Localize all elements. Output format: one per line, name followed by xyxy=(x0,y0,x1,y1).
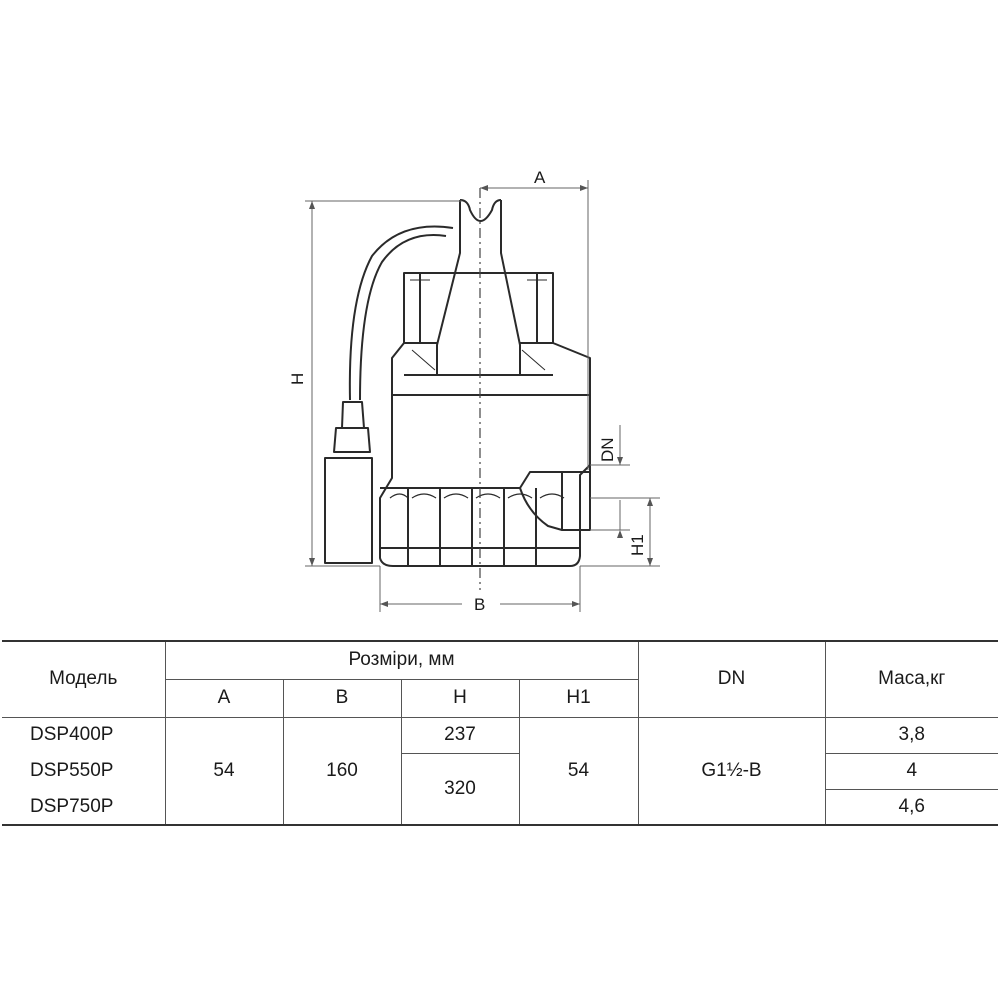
dimensions-header: Розміри, мм xyxy=(165,641,638,679)
h-value-cell: 320 xyxy=(401,753,519,825)
column-h-header: H xyxy=(401,679,519,717)
column-b-header: B xyxy=(283,679,401,717)
model-cell: DSP750P xyxy=(2,789,165,825)
specifications-table xyxy=(2,640,998,826)
model-cell: DSP550P xyxy=(2,753,165,789)
pump-body-outline xyxy=(380,273,590,566)
model-header: Модель xyxy=(2,641,165,717)
column-a-header: A xyxy=(165,679,283,717)
h1-value-cell: 54 xyxy=(519,717,638,825)
dimension-label-dn: DN xyxy=(598,437,617,462)
table-row xyxy=(2,753,998,789)
table-row xyxy=(2,717,998,753)
dimension-label-h1: H1 xyxy=(628,534,647,556)
mass-cell: 3,8 xyxy=(825,717,998,753)
dimension-label-a: A xyxy=(534,168,546,187)
dimension-label-h: H xyxy=(288,372,307,385)
column-h1-header: H1 xyxy=(519,679,638,717)
model-cell: DSP400P xyxy=(2,717,165,753)
mass-cell: 4 xyxy=(825,753,998,789)
mass-cell: 4,6 xyxy=(825,789,998,825)
b-value-cell: 160 xyxy=(283,717,401,825)
float-switch xyxy=(325,402,372,563)
dimension-label-b: B xyxy=(474,595,486,614)
a-value-cell: 54 xyxy=(165,717,283,825)
h-value-cell: 237 xyxy=(401,717,519,753)
dn-header: DN xyxy=(638,641,825,717)
pump-handle xyxy=(437,200,520,375)
dn-value-cell: G1½-B xyxy=(638,717,825,825)
mass-header: Маса,кг xyxy=(825,641,998,717)
